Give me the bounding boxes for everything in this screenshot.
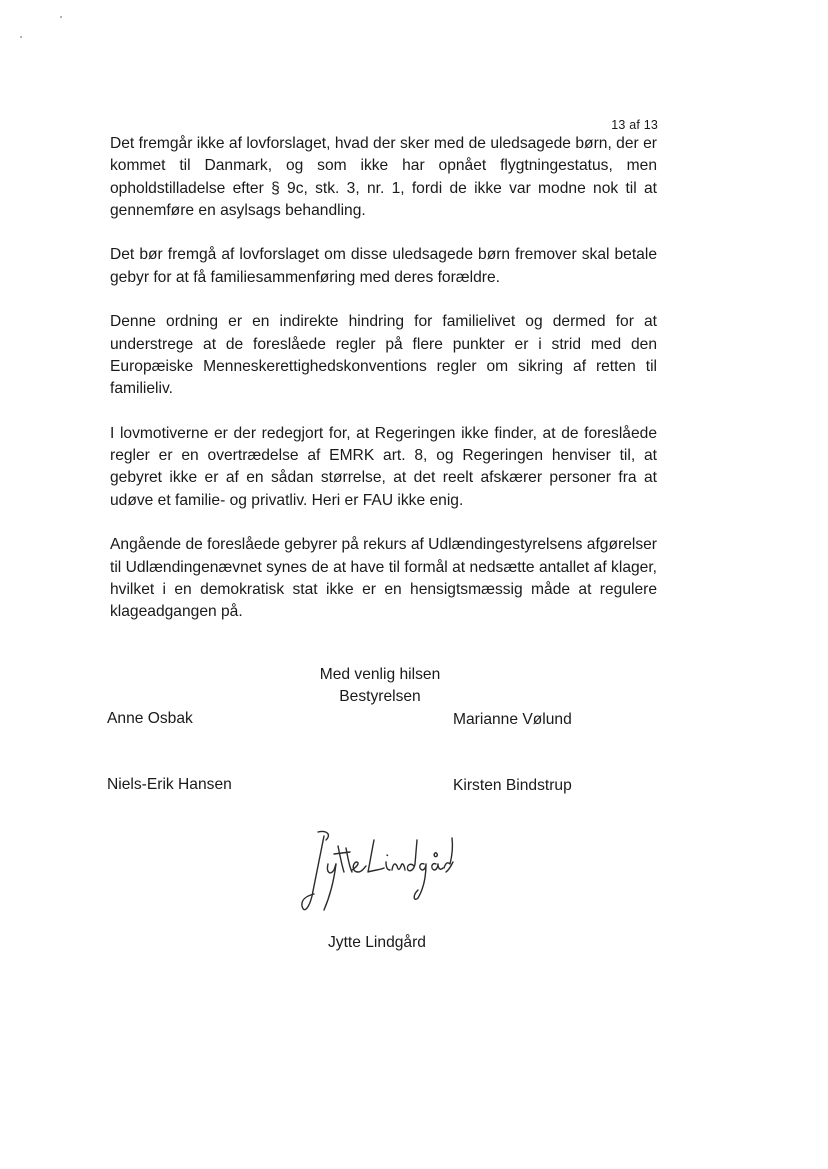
paragraph: Angående de foreslåede gebyrer på rekurs af Udlændingestyrelsens afgørelser til Udlændingenævnet synes de at have til formål at nedsætte antallet af klager, hvilket i en demokratisk stat ikke er en hensigtsmæssig måde at regulere klageadgangen på. bbox=[110, 536, 657, 621]
closing-greeting: Med venlig hilsen bbox=[319, 666, 441, 683]
scan-speck bbox=[20, 36, 22, 38]
scan-speck bbox=[60, 16, 62, 18]
letter-body bbox=[110, 133, 657, 646]
signatory-name: Anne Osbak bbox=[107, 710, 193, 727]
closing-block bbox=[280, 664, 480, 709]
paragraph: Det bør fremgå af lovforslaget om disse uledsagede børn fremover skal betale gebyr for at få familiesammenføring med deres forældre. bbox=[110, 246, 657, 286]
paragraph: Det fremgår ikke af lovforslaget, hvad der sker med de uledsagede børn, der er kommet til Danmark, og som ikke har opnået flygtningestatus, men opholdstilladelse efter § 9c, stk. 3, nr. 1, fordi de ikke var modne nok til at gennemføre en asylsags behandling. bbox=[110, 135, 657, 219]
signatory-name: Niels-Erik Hansen bbox=[107, 776, 232, 793]
paragraph: I lovmotiverne er der redegjort for, at Regeringen ikke finder, at de foreslåede regler er en overtrædelse af EMRK art. 8, og Regeringen henviser til, at gebyret ikke er af en sådan størrelse, at det reelt afskærer personer fra at udøve et familie- og privatliv. Heri er FAU ikke enig. bbox=[110, 424, 657, 509]
page-number: 13 af 13 bbox=[611, 118, 658, 132]
signatory-name: Jytte Lindgård bbox=[328, 934, 426, 951]
handwritten-signature bbox=[296, 826, 456, 918]
closing-board: Bestyrelsen bbox=[339, 688, 421, 706]
signatory-name: Kirsten Bindstrup bbox=[453, 777, 572, 794]
signatory-name: Marianne Vølund bbox=[453, 711, 572, 728]
paragraph: Denne ordning er en indirekte hindring for familielivet og dermed for at understrege at de foreslåede regler på flere punkter er i strid med den Europæiske Menneskerettighedskonventions regler om sikring af retten til familieliv. bbox=[110, 313, 657, 398]
